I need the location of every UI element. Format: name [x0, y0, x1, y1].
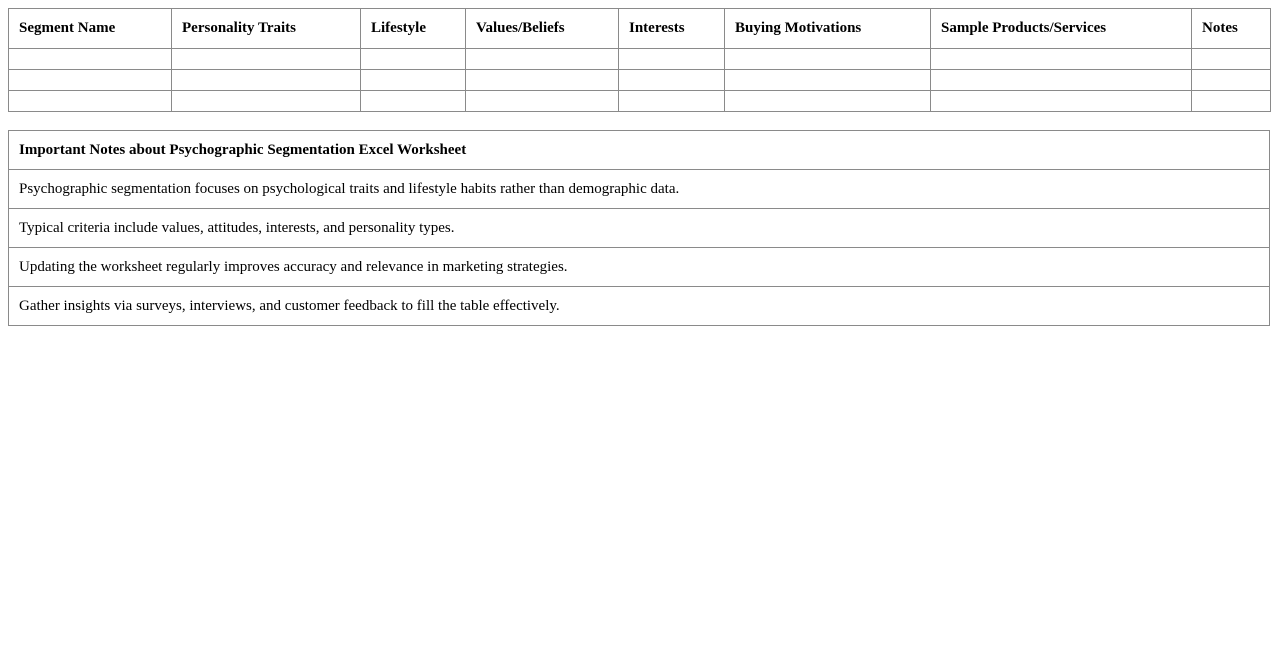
notes-title: Important Notes about Psychographic Segmentation Excel Worksheet — [9, 131, 1270, 170]
table-cell[interactable] — [466, 49, 619, 70]
table-cell[interactable] — [725, 70, 931, 91]
column-header-buying-motivations: Buying Motivations — [725, 9, 931, 49]
table-cell[interactable] — [619, 70, 725, 91]
table-cell[interactable] — [172, 70, 361, 91]
note-item: Typical criteria include values, attitudes, interests, and personality types. — [9, 209, 1270, 248]
worksheet — [8, 8, 1270, 326]
notes-row — [9, 248, 1270, 287]
table-cell[interactable] — [9, 91, 172, 112]
notes-table — [8, 130, 1270, 326]
note-item: Updating the worksheet regularly improves accuracy and relevance in marketing strategies. — [9, 248, 1270, 287]
table-cell[interactable] — [931, 49, 1192, 70]
table-cell[interactable] — [172, 91, 361, 112]
column-header-lifestyle: Lifestyle — [361, 9, 466, 49]
table-row — [9, 49, 1271, 70]
table-cell[interactable] — [931, 91, 1192, 112]
table-row — [9, 70, 1271, 91]
table-cell[interactable] — [466, 70, 619, 91]
table-cell[interactable] — [725, 91, 931, 112]
column-header-values-beliefs: Values/Beliefs — [466, 9, 619, 49]
table-cell[interactable] — [1192, 91, 1271, 112]
table-header-row — [9, 9, 1271, 49]
notes-row — [9, 170, 1270, 209]
table-cell[interactable] — [361, 49, 466, 70]
table-cell[interactable] — [1192, 49, 1271, 70]
table-cell[interactable] — [9, 49, 172, 70]
table-cell[interactable] — [619, 91, 725, 112]
column-header-notes: Notes — [1192, 9, 1271, 49]
table-cell[interactable] — [361, 70, 466, 91]
table-cell[interactable] — [361, 91, 466, 112]
column-header-sample-products-services: Sample Products/Services — [931, 9, 1192, 49]
table-cell[interactable] — [466, 91, 619, 112]
table-row — [9, 91, 1271, 112]
note-item: Psychographic segmentation focuses on psychological traits and lifestyle habits rather than demographic data. — [9, 170, 1270, 209]
notes-row — [9, 287, 1270, 326]
table-cell[interactable] — [172, 49, 361, 70]
table-cell[interactable] — [1192, 70, 1271, 91]
column-header-personality-traits: Personality Traits — [172, 9, 361, 49]
table-cell[interactable] — [725, 49, 931, 70]
column-header-segment-name: Segment Name — [9, 9, 172, 49]
note-item: Gather insights via surveys, interviews, and customer feedback to fill the table effectively. — [9, 287, 1270, 326]
table-cell[interactable] — [9, 70, 172, 91]
table-cell[interactable] — [619, 49, 725, 70]
notes-header-row — [9, 131, 1270, 170]
segmentation-table — [8, 8, 1271, 112]
table-cell[interactable] — [931, 70, 1192, 91]
column-header-interests: Interests — [619, 9, 725, 49]
notes-row — [9, 209, 1270, 248]
